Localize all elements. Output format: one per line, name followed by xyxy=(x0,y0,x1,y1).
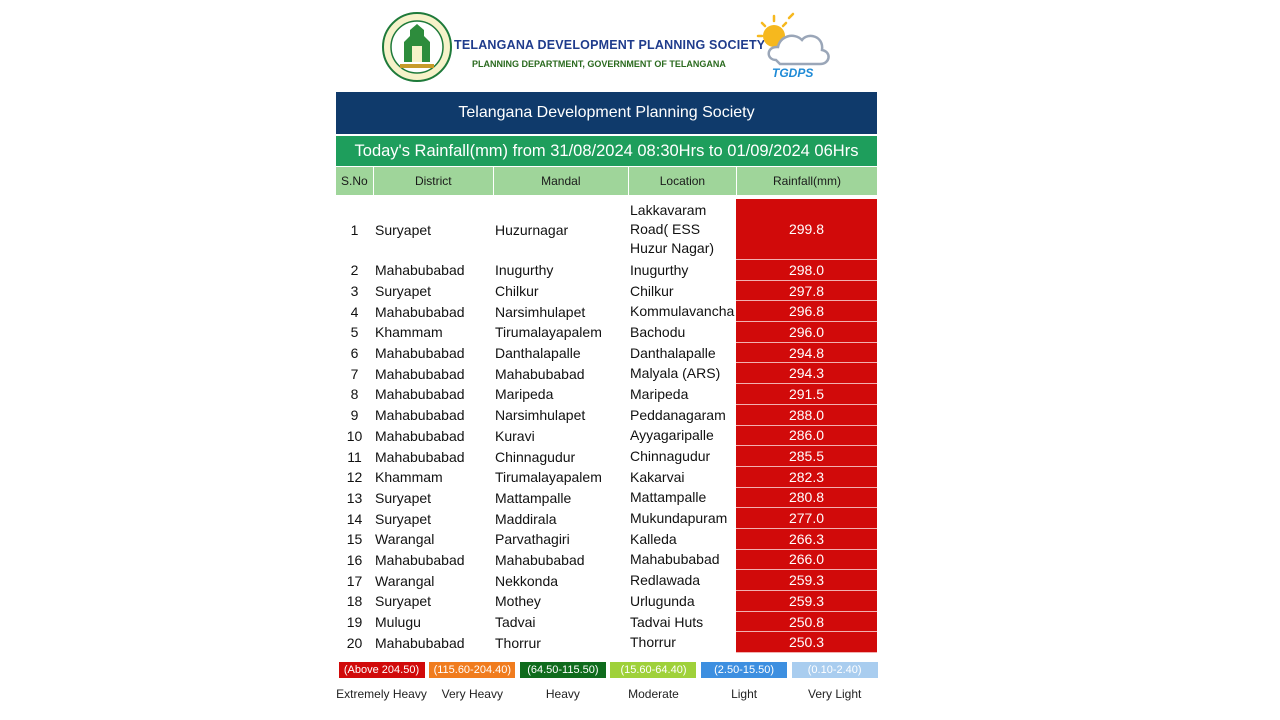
cell-sno: 8 xyxy=(350,386,359,403)
legend-label: Heavy xyxy=(545,687,580,701)
cell-location: Kalleda xyxy=(630,530,677,547)
cell-mandal: Mattampalle xyxy=(495,489,572,506)
table-row xyxy=(336,301,877,322)
cell-district: Warangal xyxy=(375,572,435,589)
table-row xyxy=(336,405,877,426)
cell-rainfall: 298.0 xyxy=(736,260,877,281)
telangana-seal-icon xyxy=(382,12,452,82)
cell-location: Chinnagudur xyxy=(630,448,711,465)
cell-rainfall: 259.3 xyxy=(736,570,877,591)
cell-sno: 14 xyxy=(346,510,363,527)
cell-mandal: Parvathagiri xyxy=(495,531,570,548)
cell-location: Lakkavaram Road( ESS Huzur Nagar) xyxy=(630,202,715,256)
cell-mandal: Narsimhulapet xyxy=(495,407,586,424)
table-row xyxy=(336,529,877,550)
cell-district: Khammam xyxy=(375,324,443,341)
cell-sno: 1 xyxy=(350,221,359,238)
table-row xyxy=(336,632,877,653)
cell-rainfall: 250.3 xyxy=(736,632,877,653)
legend-label: Very Heavy xyxy=(441,687,503,701)
cell-mandal: Inugurthy xyxy=(495,262,554,279)
column-header-mandal: Mandal xyxy=(494,167,629,195)
rainfall-report xyxy=(336,92,877,653)
cell-rainfall: 286.0 xyxy=(736,426,877,447)
cell-sno: 20 xyxy=(346,634,363,651)
legend-swatch: (115.60-204.40) xyxy=(429,662,515,678)
cell-sno: 15 xyxy=(346,531,363,548)
legend-label: Light xyxy=(731,687,758,701)
table-header-row xyxy=(336,167,877,195)
cell-location: Mukundapuram xyxy=(630,510,728,527)
cell-location: Chilkur xyxy=(630,282,674,299)
cell-district: Mahabubabad xyxy=(375,427,465,444)
table-row xyxy=(336,488,877,509)
cell-sno: 18 xyxy=(346,593,363,610)
cell-location: Mahabubabad xyxy=(630,551,720,568)
cell-rainfall: 296.0 xyxy=(736,322,877,343)
cell-mandal: Mahabubabad xyxy=(495,551,585,568)
table-row xyxy=(336,363,877,384)
cell-mandal: Mothey xyxy=(495,593,541,610)
cell-district: Mahabubabad xyxy=(375,262,465,279)
cell-rainfall: 285.5 xyxy=(736,446,877,467)
table-row xyxy=(336,467,877,488)
cell-sno: 3 xyxy=(350,283,359,300)
org-title: TELANGANA DEVELOPMENT PLANNING SOCIETY xyxy=(454,38,766,52)
cell-rainfall: 297.8 xyxy=(736,281,877,302)
cell-rainfall: 266.3 xyxy=(736,529,877,550)
report-title: Telangana Development Planning Society xyxy=(336,92,877,134)
cell-sno: 9 xyxy=(350,407,359,424)
cell-district: Suryapet xyxy=(375,593,432,610)
cell-location: Redlawada xyxy=(630,572,701,589)
table-row xyxy=(336,322,877,343)
cell-location: Peddanagaram xyxy=(630,406,726,423)
table-row xyxy=(336,446,877,467)
cell-sno: 10 xyxy=(346,427,363,444)
cell-rainfall: 296.8 xyxy=(736,301,877,322)
legend-item xyxy=(338,662,425,701)
cell-rainfall: 266.0 xyxy=(736,550,877,571)
column-header-district: District xyxy=(374,167,494,195)
cell-rainfall: 280.8 xyxy=(736,488,877,509)
cell-rainfall: 259.3 xyxy=(736,591,877,612)
cell-mandal: Kuravi xyxy=(495,427,535,444)
org-subtitle: PLANNING DEPARTMENT, GOVERNMENT OF TELANGANA xyxy=(472,59,726,69)
cell-district: Mulugu xyxy=(375,614,421,631)
table-row xyxy=(336,426,877,447)
legend-item xyxy=(610,662,697,701)
cell-rainfall: 250.8 xyxy=(736,612,877,633)
table-row xyxy=(336,591,877,612)
column-header-rainfall: Rainfall(mm) xyxy=(773,174,842,188)
cell-mandal: Tirumalayapalem xyxy=(495,324,602,341)
cell-rainfall: 288.0 xyxy=(736,405,877,426)
cell-rainfall: 294.8 xyxy=(736,343,877,364)
cell-district: Mahabubabad xyxy=(375,386,465,403)
cell-sno: 2 xyxy=(350,262,359,279)
legend-swatch: (64.50-115.50) xyxy=(520,662,606,678)
table-row xyxy=(336,281,877,302)
cell-location: Danthalapalle xyxy=(630,344,716,361)
table-row xyxy=(336,343,877,364)
cell-mandal: Danthalapalle xyxy=(495,345,581,362)
legend-label: Very Light xyxy=(807,687,862,701)
legend-item xyxy=(429,662,516,701)
table-row xyxy=(336,508,877,529)
cell-mandal: Narsimhulapet xyxy=(495,303,586,320)
cell-district: Suryapet xyxy=(375,489,432,506)
cell-district: Suryapet xyxy=(375,221,432,238)
tgdps-logo-text: TGDPS xyxy=(772,66,814,80)
cell-sno: 17 xyxy=(346,572,363,589)
cell-sno: 12 xyxy=(346,469,363,486)
cell-district: Suryapet xyxy=(375,283,432,300)
legend-item xyxy=(791,662,878,701)
legend-item xyxy=(520,662,607,701)
cell-rainfall: 291.5 xyxy=(736,384,877,405)
cell-sno: 13 xyxy=(346,489,363,506)
cell-mandal: Tadvai xyxy=(495,614,536,631)
table-row xyxy=(336,384,877,405)
cell-sno: 19 xyxy=(346,614,363,631)
cell-location: Tadvai Huts xyxy=(630,613,704,630)
cell-rainfall: 299.8 xyxy=(736,199,877,260)
cell-district: Mahabubabad xyxy=(375,551,465,568)
cell-district: Suryapet xyxy=(375,510,432,527)
legend-swatch: (2.50-15.50) xyxy=(701,662,787,678)
cell-mandal: Maripeda xyxy=(495,386,554,403)
legend-swatch: (0.10-2.40) xyxy=(792,662,878,678)
cell-district: Mahabubabad xyxy=(375,303,465,320)
cell-district: Mahabubabad xyxy=(375,448,465,465)
report-subtitle: Today's Rainfall(mm) from 31/08/2024 08:30Hrs to 01/09/2024 06Hrs xyxy=(336,136,877,166)
cell-sno: 4 xyxy=(350,303,359,320)
rainfall-legend xyxy=(338,662,878,701)
legend-swatch: (15.60-64.40) xyxy=(610,662,696,678)
cell-district: Mahabubabad xyxy=(375,365,465,382)
legend-item xyxy=(701,662,788,701)
cell-sno: 16 xyxy=(346,551,363,568)
table-row xyxy=(336,612,877,633)
cell-location: Kakarvai xyxy=(630,468,685,485)
cell-district: Mahabubabad xyxy=(375,345,465,362)
report-header xyxy=(380,8,840,90)
cell-mandal: Maddirala xyxy=(495,510,557,527)
table-row xyxy=(336,260,877,281)
cell-location: Mattampalle xyxy=(630,489,707,506)
cell-mandal: Nekkonda xyxy=(495,572,559,589)
cell-rainfall: 294.3 xyxy=(736,363,877,384)
cell-location: Thorrur xyxy=(630,634,676,651)
cell-rainfall: 277.0 xyxy=(736,508,877,529)
cell-mandal: Huzurnagar xyxy=(495,221,569,238)
table-row xyxy=(336,199,877,260)
cell-location: Kommulavancha xyxy=(630,303,735,320)
cell-location: Ayyagaripalle xyxy=(630,427,714,444)
cell-sno: 11 xyxy=(347,448,362,465)
cell-location: Inugurthy xyxy=(630,261,689,278)
cell-mandal: Tirumalayapalem xyxy=(495,469,602,486)
cell-district: Khammam xyxy=(375,469,443,486)
legend-label: Moderate xyxy=(628,687,679,701)
cell-location: Urlugunda xyxy=(630,592,695,609)
cell-mandal: Chinnagudur xyxy=(495,448,576,465)
cell-mandal: Thorrur xyxy=(495,634,541,651)
cell-district: Warangal xyxy=(375,531,435,548)
cell-mandal: Mahabubabad xyxy=(495,365,585,382)
table-row xyxy=(336,570,877,591)
cell-location: Malyala (ARS) xyxy=(630,365,721,382)
column-header-sno: S.No xyxy=(336,167,374,195)
legend-swatch: (Above 204.50) xyxy=(339,662,425,678)
cell-sno: 7 xyxy=(350,365,359,382)
cell-location: Maripeda xyxy=(630,385,689,402)
cell-rainfall: 282.3 xyxy=(736,467,877,488)
cell-district: Mahabubabad xyxy=(375,634,465,651)
cell-location: Bachodu xyxy=(630,323,686,340)
cell-sno: 5 xyxy=(350,324,359,341)
legend-label: Extremely Heavy xyxy=(336,687,427,701)
column-header-location: Location xyxy=(629,167,737,195)
cell-sno: 6 xyxy=(350,345,359,362)
table-row xyxy=(336,550,877,571)
table-body xyxy=(336,199,877,653)
cell-district: Mahabubabad xyxy=(375,407,465,424)
cell-mandal: Chilkur xyxy=(495,283,539,300)
